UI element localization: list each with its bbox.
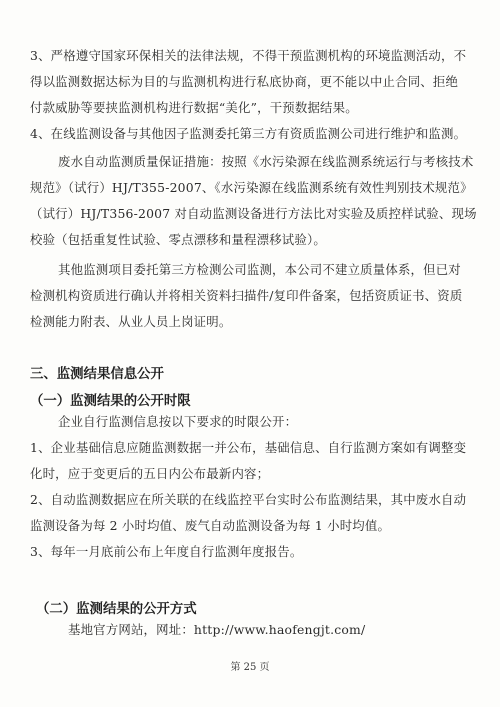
paragraph-line: 1、企业基础信息应随监测数据一并公布，基础信息、自行监测方案如有调整变 — [30, 440, 467, 455]
paragraph-line: 其他监测项目委托第三方检测公司监测，本公司不建立质量体系，但已对 — [58, 262, 461, 277]
paragraph-line: 规范》（试行）HJ/T355-2007、《水污染源在线监测系统有效性判别技术规范》 — [30, 180, 473, 195]
paragraph-line: 付款威胁等要挟监测机构进行数据“美化”，干预数据结果。 — [30, 100, 358, 115]
website-line: 基地官方网站，网址：http://www.haofengjt.com/ — [68, 622, 366, 637]
paragraph-line: 监测设备为每 2 小时均值、废气自动监测设备为每 1 小时均值。 — [30, 518, 391, 533]
paragraph-line: 企业自行监测信息按以下要求的时限公开： — [58, 414, 298, 429]
subsection-heading: （二）监测结果的公开方式 — [36, 602, 197, 617]
paragraph-line: （试行）HJ/T356-2007 对自动监测设备进行方法比对实验及质控样试验、现场 — [30, 206, 477, 221]
paragraph-line: 4、在线监测设备与其他因子监测委托第三方有资质监测公司进行维护和监测。 — [30, 126, 467, 141]
paragraph-line: 3、每年一月底前公布上年度自行监测年度报告。 — [30, 544, 303, 559]
paragraph-line: 废水自动监测质量保证措施：按照《水污染源在线监测系统运行与考核技术 — [58, 154, 474, 169]
paragraph-line: 3、严格遵守国家环保相关的法律法规，不得干预监测机构的环境监测活动，不 — [30, 48, 467, 63]
paragraph-line: 2、自动监测数据应在所关联的在线监控平台实时公布监测结果，其中废水自动 — [30, 492, 467, 507]
page-number: 第 25 页 — [230, 662, 270, 673]
paragraph-line: 化时，应于变更后的五日内公布最新内容； — [30, 466, 270, 481]
subsection-heading: （一）监测结果的公开时限 — [30, 394, 191, 409]
section-heading: 三、监测结果信息公开 — [30, 367, 164, 382]
paragraph-line: 检测机构资质进行确认并将相关资料扫描件/复印件备案，包括资质证书、资质 — [30, 288, 463, 303]
paragraph-line: 检测能力附表、从业人员上岗证明。 — [30, 314, 232, 329]
paragraph-line: 校验（包括重复性试验、零点漂移和量程漂移试验）。 — [30, 232, 326, 247]
paragraph-line: 得以监测数据达标为目的与监测机构进行私底协商，更不能以中止合同、拒绝 — [30, 74, 459, 89]
